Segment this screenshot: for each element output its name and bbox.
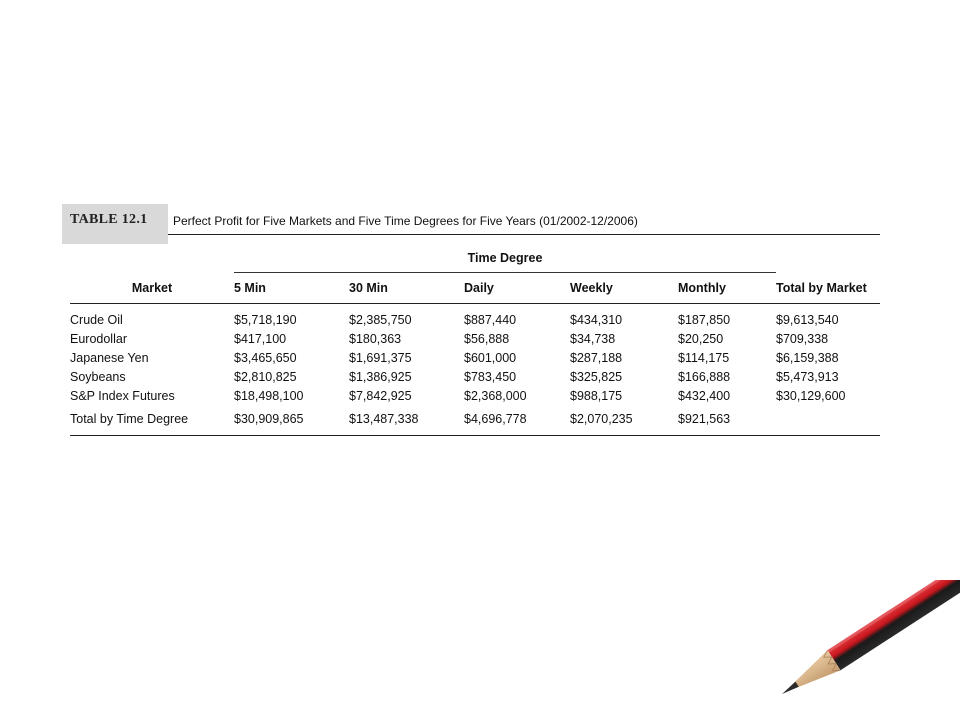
cell-5min: $30,909,865 xyxy=(234,405,349,436)
table-caption xyxy=(62,204,880,244)
cell-5min: $18,498,100 xyxy=(234,388,304,403)
cell-weekly: $2,070,235 xyxy=(570,405,678,436)
column-header-weekly: Weekly xyxy=(570,273,678,304)
cell-weekly: $988,175 xyxy=(570,388,623,403)
table-row xyxy=(70,329,880,348)
pencil-shaft xyxy=(827,580,960,670)
cell-total: $30,129,600 xyxy=(776,388,846,403)
cell-daily: $601,000 xyxy=(464,350,517,365)
pencil-icon xyxy=(770,580,960,705)
cell-monthly: $166,888 xyxy=(678,369,731,384)
cell-30min: $180,363 xyxy=(349,331,402,346)
column-header-30min: 30 Min xyxy=(349,273,464,304)
table-row xyxy=(70,348,880,367)
cell-weekly: $434,310 xyxy=(570,312,623,327)
cell-market: Japanese Yen xyxy=(70,350,149,365)
column-header-monthly: Monthly xyxy=(678,273,776,304)
cell-5min: $3,465,650 xyxy=(234,350,297,365)
group-header-spacer xyxy=(776,244,880,273)
table-label: TABLE 12.1 xyxy=(62,204,168,244)
cell-monthly: $20,250 xyxy=(678,331,724,346)
cell-weekly: $34,738 xyxy=(570,331,616,346)
column-header-total: Total by Market xyxy=(776,273,880,304)
cell-weekly: $325,825 xyxy=(570,369,623,384)
caption-rule xyxy=(168,234,880,235)
cell-total xyxy=(776,405,880,436)
cell-total: $9,613,540 xyxy=(776,312,839,327)
cell-30min: $2,385,750 xyxy=(349,312,412,327)
cell-monthly: $114,175 xyxy=(678,350,730,365)
column-header-5min: 5 Min xyxy=(234,273,349,304)
column-header-row xyxy=(70,273,880,304)
cell-daily: $4,696,778 xyxy=(464,405,570,436)
cell-daily: $783,450 xyxy=(464,369,517,384)
group-header-spacer xyxy=(70,244,234,273)
group-header-row xyxy=(70,244,880,273)
total-row xyxy=(70,405,880,436)
cell-30min: $1,386,925 xyxy=(349,369,412,384)
cell-total: $6,159,388 xyxy=(776,350,839,365)
table-row xyxy=(70,367,880,386)
cell-daily: $2,368,000 xyxy=(464,388,527,403)
cell-5min: $2,810,825 xyxy=(234,369,297,384)
cell-total: $5,473,913 xyxy=(776,369,839,384)
cell-market: Crude Oil xyxy=(70,312,123,327)
cell-daily: $887,440 xyxy=(464,312,517,327)
profit-table xyxy=(70,244,880,436)
cell-market: Total by Time Degree xyxy=(70,405,234,436)
time-degree-header: Time Degree xyxy=(234,244,776,273)
cell-30min: $1,691,375 xyxy=(349,350,412,365)
cell-30min: $7,842,925 xyxy=(349,388,412,403)
cell-monthly: $921,563 xyxy=(678,405,776,436)
column-header-daily: Daily xyxy=(464,273,570,304)
cell-total: $709,338 xyxy=(776,331,829,346)
table-row xyxy=(70,304,880,330)
cell-monthly: $432,400 xyxy=(678,388,731,403)
table-figure xyxy=(62,204,880,426)
cell-market: S&P Index Futures xyxy=(70,388,175,403)
cell-daily: $56,888 xyxy=(464,331,510,346)
cell-5min: $5,718,190 xyxy=(234,312,297,327)
pencil-lead xyxy=(780,682,798,697)
cell-30min: $13,487,338 xyxy=(349,405,464,436)
cell-monthly: $187,850 xyxy=(678,312,731,327)
column-header-market: Market xyxy=(70,273,234,304)
cell-market: Eurodollar xyxy=(70,331,127,346)
table-row xyxy=(70,386,880,405)
cell-market: Soybeans xyxy=(70,369,126,384)
table-title: Perfect Profit for Five Markets and Five Time Degrees for Five Years (01/2002-12/2006) xyxy=(173,214,638,228)
cell-5min: $417,100 xyxy=(234,331,287,346)
cell-weekly: $287,188 xyxy=(570,350,623,365)
